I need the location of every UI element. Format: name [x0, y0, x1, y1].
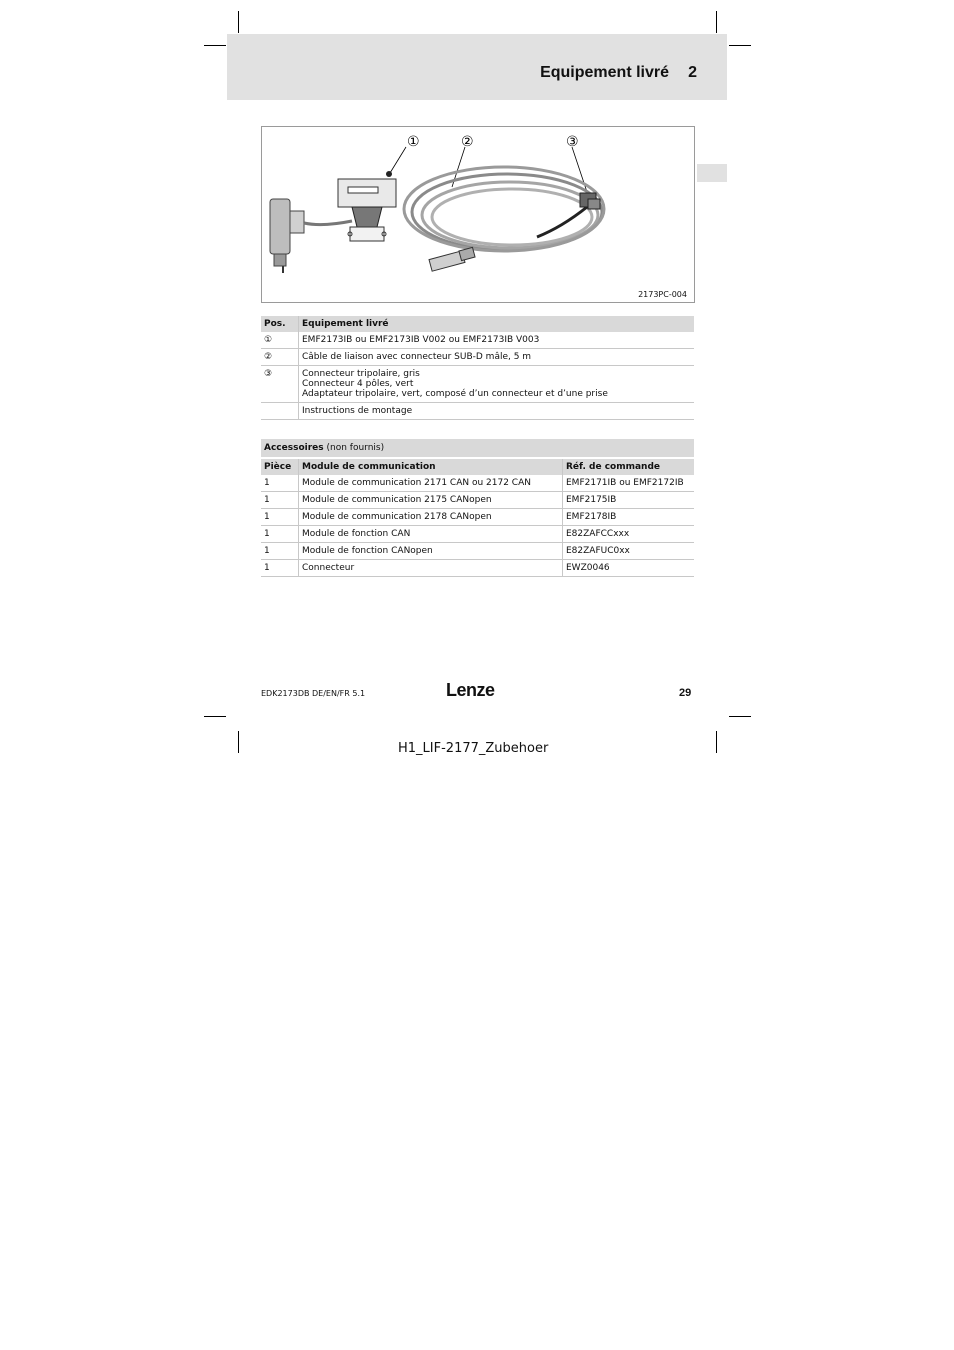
crop-mark	[716, 11, 717, 33]
row-ref: EMF2175IB	[563, 492, 695, 509]
table-row	[261, 543, 694, 560]
table-row	[261, 526, 694, 543]
row-module: Connecteur	[299, 560, 563, 577]
accessories-title	[261, 439, 694, 458]
column-header-equipment: Equipement livré	[299, 316, 695, 332]
table-row	[261, 332, 694, 349]
row-ref: EWZ0046	[563, 560, 695, 577]
row-module: Module de fonction CANopen	[299, 543, 563, 560]
chapter-tab	[697, 164, 727, 182]
equipment-line: Connecteur tripolaire, gris	[302, 369, 420, 379]
page-number: 29	[679, 687, 692, 699]
equipment-line: Adaptateur tripolaire, vert, composé d’un connecteur et d’une prise	[302, 389, 608, 399]
column-header-ref: Réf. de commande	[563, 458, 695, 475]
table-row	[261, 492, 694, 509]
table-row	[261, 403, 694, 420]
accessories-note: (non fournis)	[323, 443, 385, 453]
row-module: Module de communication 2171 CAN ou 2172 CAN	[299, 475, 563, 492]
accessories-heading: Accessoires	[264, 443, 324, 453]
file-label: H1_LIF-2177_Zubehoer	[398, 741, 549, 756]
row-pos: ①	[261, 332, 299, 349]
column-header-module: Module de communication	[299, 458, 563, 475]
row-piece: 1	[261, 543, 299, 560]
sensor-device-icon	[270, 199, 352, 273]
row-module: Module de communication 2178 CANopen	[299, 509, 563, 526]
row-equipment: Câble de liaison avec connecteur SUB-D mâle, 5 m	[299, 349, 695, 366]
column-header-piece: Pièce	[261, 458, 299, 475]
callout-1: ①	[407, 134, 420, 150]
chapter-number: 2	[688, 64, 697, 81]
crop-mark	[204, 716, 226, 717]
row-equipment: Instructions de montage	[299, 403, 695, 420]
page-title: Equipement livré	[540, 64, 669, 81]
row-pos: ③	[261, 366, 299, 403]
equipment-illustration	[262, 127, 694, 302]
doc-reference: EDK2173DB DE/EN/FR 5.1	[261, 689, 366, 698]
crop-mark	[204, 45, 226, 46]
row-ref: EMF2178IB	[563, 509, 695, 526]
row-equipment: EMF2173IB ou EMF2173IB V002 ou EMF2173IB V003	[299, 332, 695, 349]
interface-module-icon	[338, 171, 396, 241]
row-equipment	[299, 366, 695, 403]
callout-2: ②	[461, 134, 474, 150]
figure-code: 2173PC-004	[638, 290, 687, 299]
crop-mark	[238, 11, 239, 33]
row-module: Module de communication 2175 CANopen	[299, 492, 563, 509]
table-row	[261, 560, 694, 577]
row-ref: EMF2171IB ou EMF2172IB	[563, 475, 695, 492]
cable-coil-icon	[404, 167, 604, 251]
accessories-table	[261, 439, 694, 577]
table-row	[261, 349, 694, 366]
callout-3: ③	[566, 134, 579, 150]
row-piece: 1	[261, 475, 299, 492]
product-figure	[261, 126, 695, 303]
lenze-logo: Lenze	[446, 680, 495, 700]
row-piece: 1	[261, 492, 299, 509]
sub-d-connector-icon	[429, 247, 475, 271]
table-row	[261, 366, 694, 403]
delivery-table	[261, 316, 694, 420]
row-pos: ②	[261, 349, 299, 366]
row-piece: 1	[261, 560, 299, 577]
crop-mark	[729, 45, 751, 46]
row-ref: E82ZAFCCxxx	[563, 526, 695, 543]
column-header-pos: Pos.	[261, 316, 299, 332]
table-row	[261, 475, 694, 492]
row-piece: 1	[261, 509, 299, 526]
row-ref: E82ZAFUC0xx	[563, 543, 695, 560]
crop-mark	[238, 731, 239, 753]
chapter-header	[227, 34, 727, 100]
row-piece: 1	[261, 526, 299, 543]
table-row	[261, 509, 694, 526]
crop-mark	[729, 716, 751, 717]
equipment-line: Connecteur 4 pôles, vert	[302, 379, 414, 389]
row-pos	[261, 403, 299, 420]
row-module: Module de fonction CAN	[299, 526, 563, 543]
crop-mark	[716, 731, 717, 753]
